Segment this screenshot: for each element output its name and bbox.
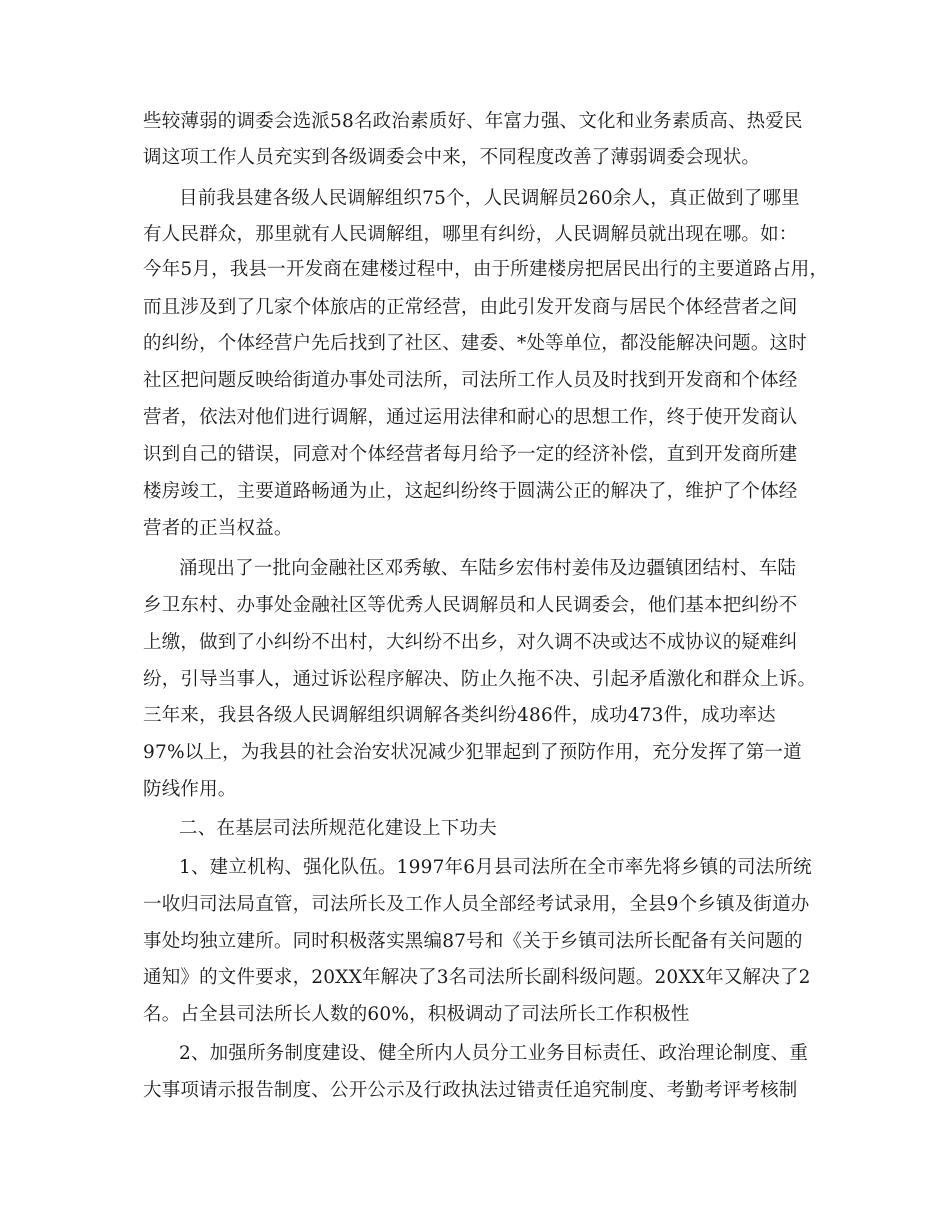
text-line-12: 营者的正当权益。: [143, 518, 293, 539]
text-line-18: 97%以上，为我县的社会治安状况减少犯罪起到了预防作用，充分发挥了第一道: [143, 742, 802, 763]
text-line-13: 涌现出了一批向金融社区邓秀敏、车陆乡宏伟村姜伟及边疆镇团结村、车陆: [179, 558, 797, 579]
text-line-21: 1、建立机构、强化队伍。1997年6月县司法所在全市率先将乡镇的司法所统: [179, 857, 812, 878]
text-line-8: 社区把问题反映给街道办事处司法所，司法所工作人员及时找到开发商和个体经: [143, 370, 798, 391]
text-line-10: 识到自己的错误，同意对个体经营者每月给予一定的经济补偿，直到开发商所建: [143, 444, 798, 465]
text-line-15: 上缴，做到了小纠纷不出村，大纠纷不出乡，对久调不决或达不成协议的疑难纠: [143, 632, 798, 653]
text-line-9: 营者，依法对他们进行调解，通过运用法律和耐心的思想工作，终于使开发商认: [143, 407, 798, 428]
text-line-17: 三年来，我县各级人民调解组织调解各类纠纷486件，成功473件，成功率达: [143, 705, 776, 726]
text-line-4: 有人民群众，那里就有人民调解组，哪里有纠纷，人民调解员就出现在哪。如：: [143, 224, 798, 245]
text-line-23: 事处均独立建所。同时积极落实黑编87号和《关于乡镇司法所长配备有关问题的: [143, 931, 803, 952]
text-line-26: 2、加强所务制度建设、健全所内人员分工业务目标责任、政治理论制度、重: [179, 1043, 809, 1064]
text-line-16: 纷，引导当事人，通过诉讼程序解决、防止久拖不决、引起矛盾激化和群众上诉。: [143, 669, 817, 690]
text-line-19: 防线作用。: [143, 779, 237, 800]
text-line-27: 大事项请示报告制度、公开公示及行政执法过错责任追究制度、考勤考评考核制: [143, 1080, 798, 1101]
text-line-7: 的纠纷，个体经营户先后找到了社区、建委、*处等单位，都没能解决问题。这时: [143, 333, 807, 354]
text-line-3: 目前我县建各级人民调解组织75个，人民调解员260余人，真正做到了哪里: [179, 188, 800, 209]
text-line-25: 名。占全县司法所长人数的60%，积极调动了司法所长工作积极性: [143, 1004, 690, 1025]
section-heading: 二、在基层司法所规范化建设上下功夫: [179, 818, 497, 839]
text-line-6: 而且涉及到了几家个体旅店的正常经营，由此引发开发商与居民个体经营者之间: [143, 297, 798, 318]
text-line-22: 一收归司法局直管，司法所长及工作人员全部经考试录用，全县9个乡镇及街道办: [143, 894, 810, 915]
text-line-2: 调这项工作人员充实到各级调委会中来，不同程度改善了薄弱调委会现状。: [143, 147, 761, 168]
text-line-14: 乡卫东村、办事处金融社区等优秀人民调解员和人民调委会，他们基本把纠纷不: [143, 595, 798, 616]
text-line-1: 些较薄弱的调委会选派58名政治素质好、年富力强、文化和业务素质高、热爱民: [143, 111, 803, 132]
text-line-11: 楼房竣工，主要道路畅通为止，这起纠纷终于圆满公正的解决了，维护了个体经: [143, 481, 798, 502]
text-line-24: 通知》的文件要求，20XX年解决了3名司法所长副科级问题。20XX年又解决了2: [143, 967, 811, 988]
text-line-5: 今年5月，我县一开发商在建楼过程中，由于所建楼房把居民出行的主要道路占用，: [143, 259, 829, 280]
